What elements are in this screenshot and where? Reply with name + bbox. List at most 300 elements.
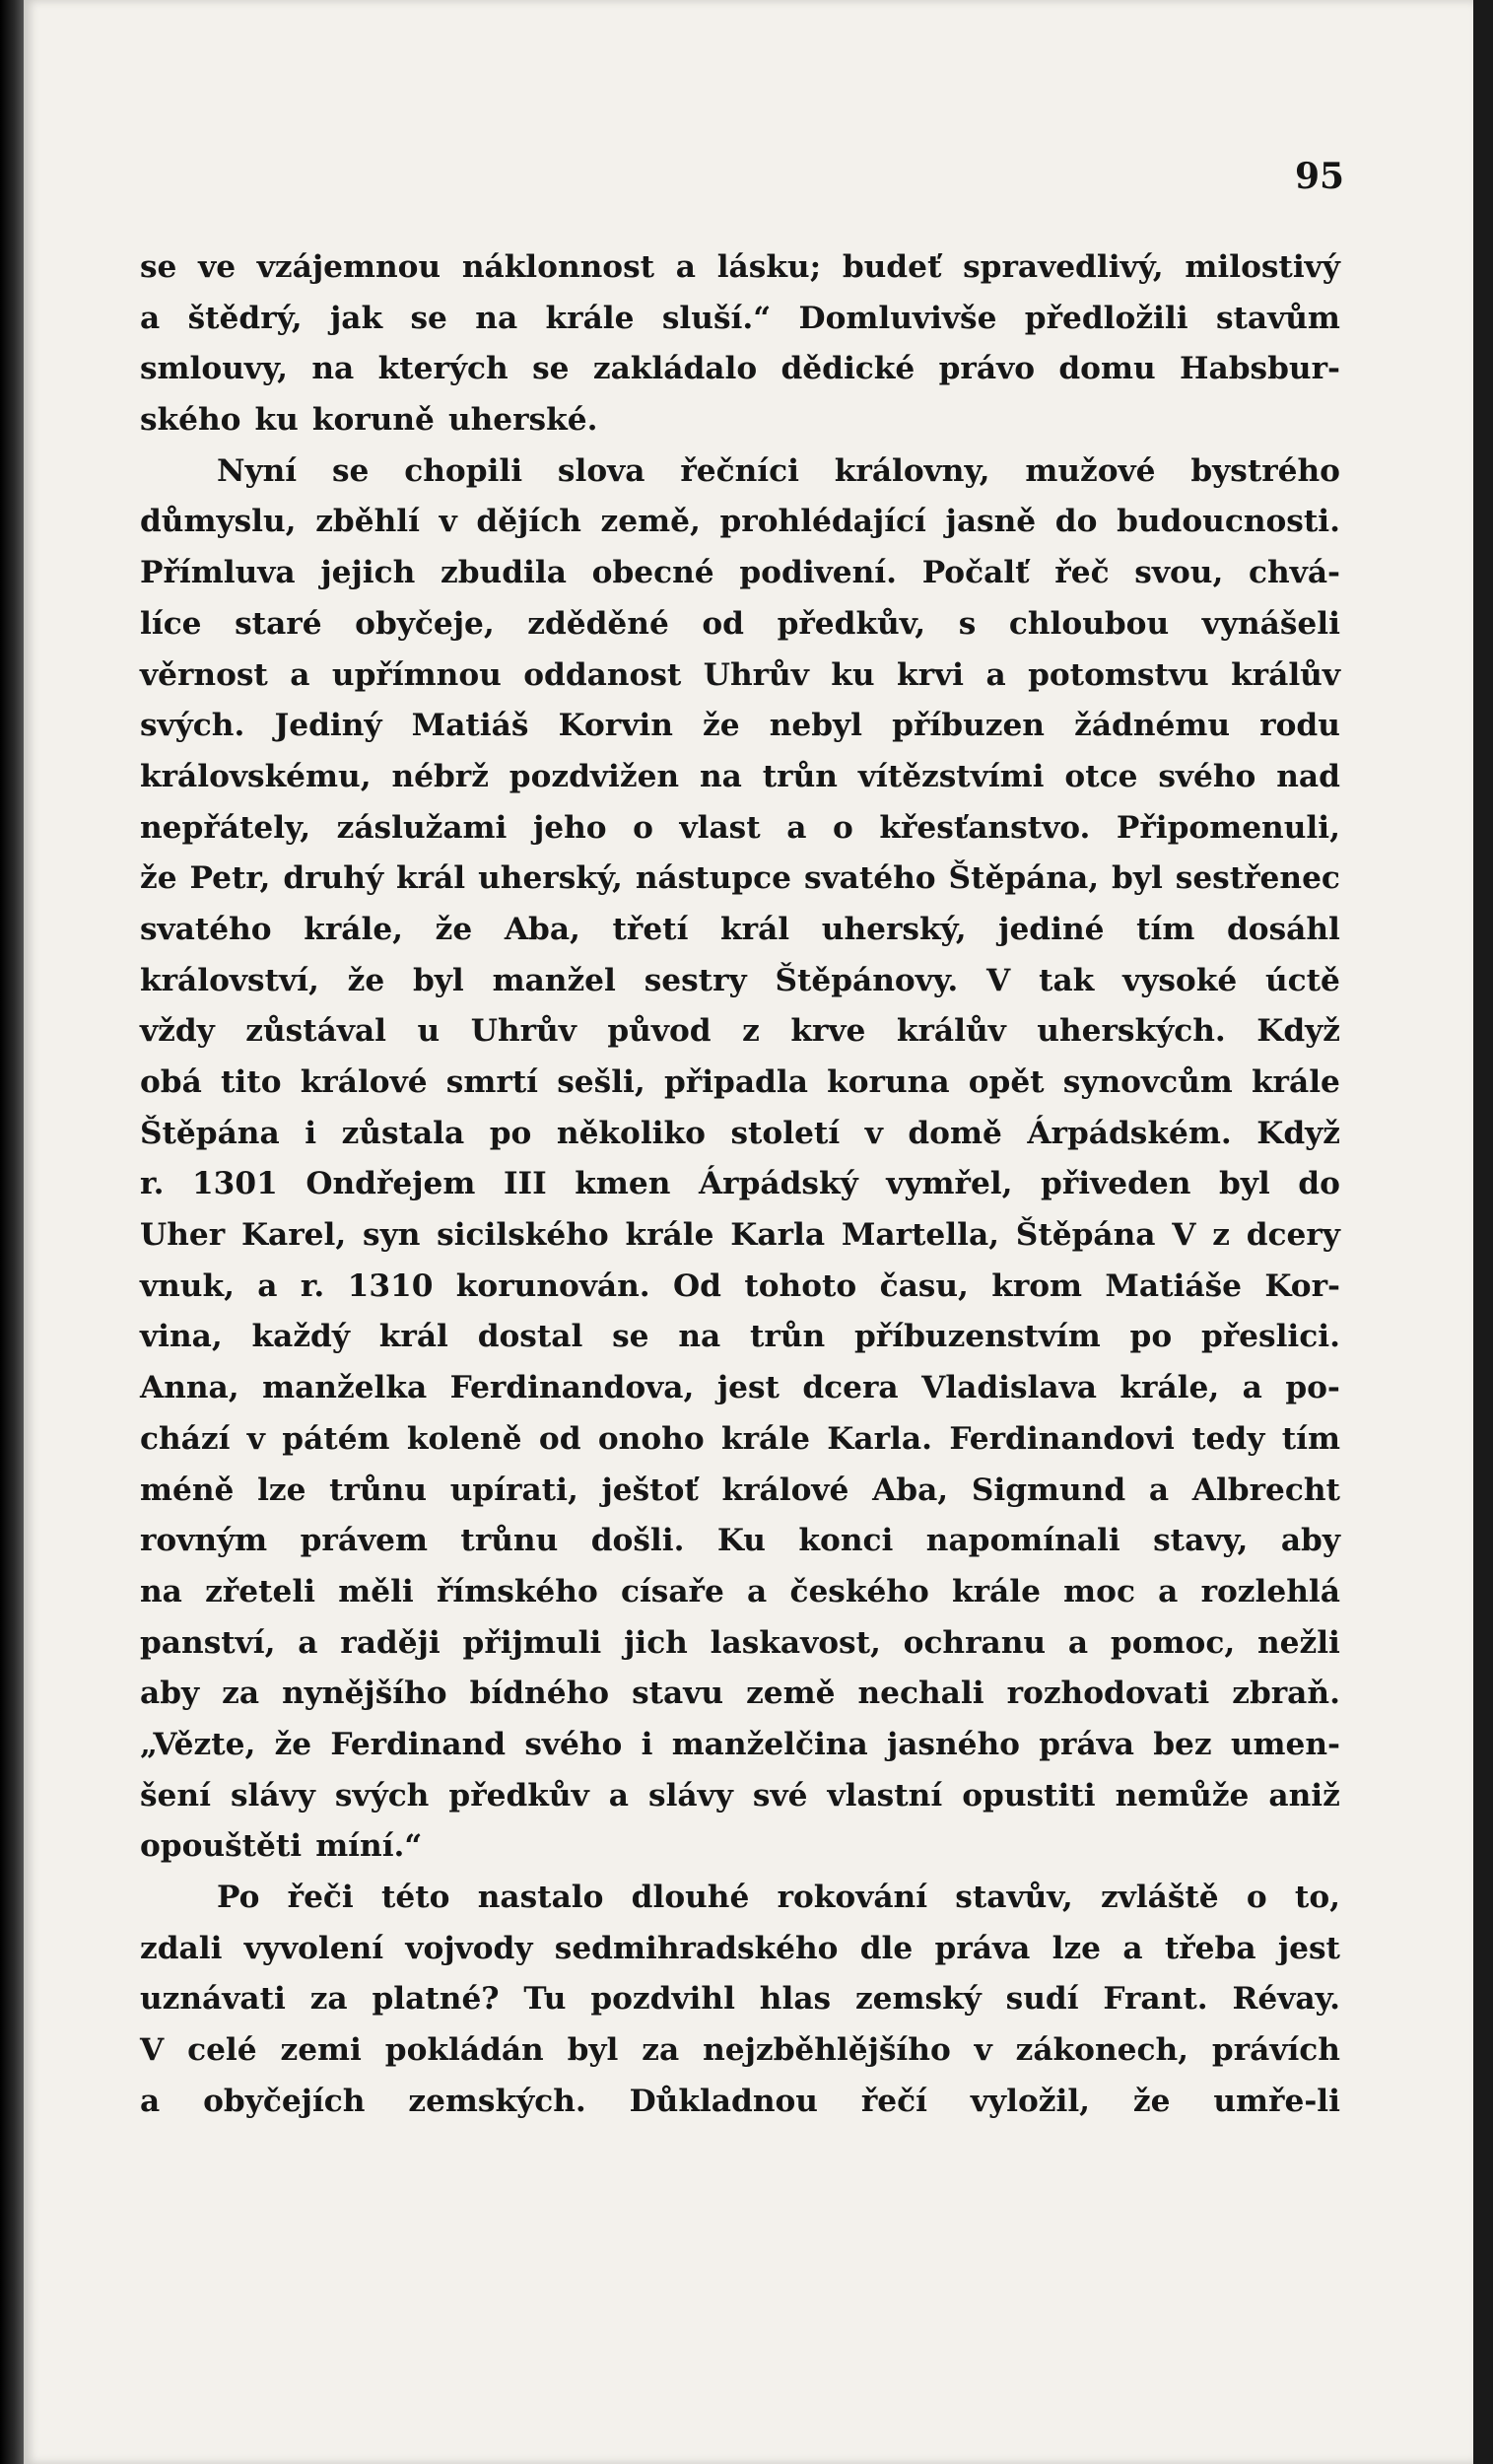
- word: své: [752, 1777, 808, 1814]
- word: a: [1242, 1370, 1262, 1406]
- word: stavy,: [1153, 1523, 1249, 1559]
- word: století: [730, 1115, 841, 1151]
- text-line: [140, 1363, 1340, 1414]
- word: o: [1246, 1880, 1267, 1915]
- word: králové: [300, 1064, 428, 1100]
- word: jasně: [945, 504, 1037, 540]
- word: aby: [140, 1676, 200, 1712]
- word: trůn: [762, 758, 838, 794]
- word: každý: [251, 1319, 350, 1355]
- word: trůnu: [460, 1523, 559, 1559]
- word: jak: [330, 300, 383, 336]
- word: umře-li: [1213, 2083, 1340, 2119]
- word: nastalo: [477, 1880, 604, 1915]
- word: rozlehlá: [1200, 1573, 1340, 1609]
- word: že: [140, 860, 177, 897]
- text-line: [140, 1109, 1340, 1160]
- word: z: [1212, 1217, 1230, 1254]
- word: z: [742, 1013, 760, 1050]
- word: vnuk,: [140, 1267, 235, 1304]
- text-line: [140, 854, 1340, 905]
- word: svatého: [803, 860, 936, 897]
- word: jejich: [320, 555, 416, 591]
- word: jediné: [998, 911, 1105, 947]
- word: obá: [140, 1064, 202, 1100]
- word: pátém: [282, 1420, 390, 1457]
- word: nynějšího: [282, 1676, 447, 1712]
- word: vždy: [140, 1013, 215, 1050]
- word: V: [986, 962, 1011, 998]
- word: že: [1132, 2083, 1171, 2119]
- word: bídného: [469, 1676, 610, 1712]
- word: Počalť: [921, 555, 1030, 591]
- word: korunován.: [455, 1267, 650, 1304]
- word: nebyl: [769, 708, 863, 744]
- word: napomínali: [925, 1523, 1120, 1559]
- word: byl: [567, 2032, 619, 2069]
- word: vymřel,: [886, 1166, 1013, 1202]
- word: nežli: [1256, 1624, 1340, 1661]
- word: zbraň.: [1232, 1676, 1340, 1712]
- word: upřímnou: [331, 656, 502, 693]
- word: Ferdinand: [330, 1726, 507, 1762]
- word: jeho: [532, 809, 607, 846]
- word: předkův,: [777, 605, 926, 642]
- text-line: [140, 1618, 1340, 1670]
- word: vyvolení: [243, 1930, 384, 1966]
- word: náklonnost: [461, 249, 655, 285]
- word: Aba,: [504, 911, 580, 947]
- word: ského: [140, 402, 241, 439]
- word: slova: [557, 452, 645, 489]
- word: upírati,: [449, 1472, 578, 1508]
- word: Korvin: [558, 708, 673, 744]
- word: král: [378, 1319, 448, 1355]
- text-line: [140, 446, 1340, 498]
- word: aniž: [1268, 1777, 1340, 1814]
- word: otce: [1064, 758, 1138, 794]
- word: Nyní: [217, 452, 298, 489]
- word: a: [1067, 1624, 1089, 1661]
- word: země: [746, 1676, 836, 1712]
- word: příbuzen: [892, 708, 1045, 744]
- word: třetí: [612, 911, 689, 947]
- text-line: [140, 548, 1340, 599]
- word: dle: [859, 1930, 914, 1966]
- word: dědické: [780, 351, 916, 387]
- word: Ferdinandovi: [949, 1420, 1175, 1457]
- word: a: [140, 300, 161, 336]
- word: království,: [140, 962, 319, 998]
- word: trůnu: [329, 1472, 428, 1508]
- word: zbudila: [441, 555, 567, 591]
- word: sedmihradského: [554, 1930, 839, 1966]
- word: stavu: [632, 1676, 724, 1712]
- word: opustiti: [962, 1777, 1096, 1814]
- text-line: [140, 1006, 1340, 1058]
- word: zemi: [280, 2032, 362, 2069]
- word: trůn: [750, 1319, 826, 1355]
- word: několiko: [556, 1115, 706, 1151]
- text-line: [140, 242, 1340, 294]
- word: příbuzenstvím: [854, 1319, 1101, 1355]
- word: konci: [798, 1523, 894, 1559]
- word: na: [311, 351, 355, 387]
- word: na: [140, 1573, 182, 1609]
- word: zřeteli: [205, 1573, 316, 1609]
- word: se: [332, 452, 370, 489]
- word: právích: [1211, 2032, 1340, 2069]
- word: římského: [436, 1573, 598, 1609]
- word: líce: [140, 605, 202, 642]
- word: sešli,: [557, 1064, 645, 1100]
- word: král: [396, 860, 466, 897]
- word: právem: [300, 1523, 428, 1559]
- word: Uher: [140, 1217, 226, 1254]
- word: že: [274, 1726, 312, 1762]
- word: králův: [896, 1013, 1006, 1050]
- word: zvláště: [1100, 1880, 1219, 1915]
- word: budeť: [842, 249, 942, 285]
- word: a: [608, 1777, 629, 1814]
- word: manželka: [262, 1370, 428, 1406]
- word: nástupce: [635, 860, 792, 897]
- word: Vladislava: [921, 1370, 1097, 1406]
- word: sicilského: [437, 1217, 609, 1254]
- word: Árpádský: [698, 1166, 858, 1202]
- text-line: [140, 1974, 1340, 2025]
- word: krve: [790, 1013, 866, 1050]
- word: krále,: [1120, 1370, 1220, 1406]
- word: kmen: [575, 1166, 671, 1202]
- word: přiveden: [1041, 1166, 1191, 1202]
- word: krále: [1251, 1064, 1340, 1100]
- text-line: [140, 395, 1340, 446]
- word: král: [720, 911, 790, 947]
- word: rodu: [1259, 708, 1340, 744]
- word: zemských.: [408, 2083, 586, 2119]
- word: přijmuli: [462, 1624, 602, 1661]
- word: krom: [991, 1267, 1083, 1304]
- word: záslužami: [336, 809, 508, 846]
- word: V: [1172, 1217, 1196, 1254]
- word: opět: [968, 1064, 1045, 1100]
- text-line: [140, 1466, 1340, 1517]
- word: chloubou: [1008, 605, 1170, 642]
- word: smrtí: [445, 1064, 539, 1100]
- word: stavův,: [955, 1880, 1073, 1915]
- word: Ku: [716, 1523, 766, 1559]
- word: nechali: [857, 1676, 984, 1712]
- word: krále: [720, 1420, 810, 1457]
- word: uherské.: [447, 402, 598, 439]
- word: této: [381, 1880, 450, 1915]
- word: Kor-: [1264, 1267, 1340, 1304]
- word: Připomenuli,: [1116, 809, 1340, 846]
- word: Když: [1256, 1115, 1340, 1151]
- text-line: [140, 1312, 1340, 1363]
- word: a: [1158, 1573, 1179, 1609]
- word: domu: [1058, 351, 1156, 387]
- word: pomoc,: [1110, 1624, 1236, 1661]
- word: dcera: [802, 1370, 899, 1406]
- word: na: [699, 758, 742, 794]
- word: Sigmund: [971, 1472, 1126, 1508]
- word: Martella,: [841, 1217, 1000, 1254]
- word: Aba,: [872, 1472, 949, 1508]
- word: Tu: [523, 1981, 567, 2018]
- word: krále: [952, 1573, 1041, 1609]
- word: sestry: [644, 962, 747, 998]
- word: a: [290, 656, 310, 693]
- word: že: [435, 911, 473, 947]
- word: po: [489, 1115, 532, 1151]
- word: řeči: [287, 1880, 354, 1915]
- page-number: 95: [1295, 156, 1345, 197]
- word: pozdvižen: [509, 758, 680, 794]
- word: od: [538, 1420, 581, 1457]
- word: zdali: [140, 1930, 223, 1966]
- word: Frant.: [1103, 1981, 1208, 2018]
- word: se: [410, 300, 447, 336]
- word: a: [747, 1573, 768, 1609]
- word: císaře: [620, 1573, 724, 1609]
- text-line: [140, 1414, 1340, 1466]
- text-line: [140, 1210, 1340, 1262]
- word: dlouhé: [631, 1880, 750, 1915]
- word: méně: [140, 1472, 235, 1508]
- word: Důkladnou: [629, 2083, 818, 2119]
- word: Matiáš: [411, 708, 529, 744]
- word: III: [503, 1166, 547, 1202]
- word: a: [1122, 1930, 1143, 1966]
- word: milostivý: [1185, 249, 1340, 285]
- text-line: [140, 2077, 1340, 2128]
- word: obyčeje,: [355, 605, 495, 642]
- word: že: [703, 708, 740, 744]
- word: Karla.: [827, 1420, 932, 1457]
- word: Po: [217, 1880, 260, 1915]
- word: V: [140, 2032, 165, 2069]
- text-line: [140, 1058, 1340, 1109]
- word: byl: [1218, 1166, 1270, 1202]
- word: o: [633, 809, 653, 846]
- word: lze: [257, 1472, 306, 1508]
- word: třeba: [1164, 1930, 1256, 1966]
- book-page: [24, 0, 1473, 2464]
- word: Petr,: [189, 860, 271, 897]
- word: královskému,: [140, 758, 372, 794]
- word: domě: [908, 1115, 1002, 1151]
- word: Štěpána: [140, 1115, 280, 1151]
- word: se: [140, 249, 177, 285]
- word: zůstala: [341, 1115, 465, 1151]
- text-line: [140, 701, 1340, 752]
- word: Matiáše: [1105, 1267, 1242, 1304]
- word: krále: [545, 300, 635, 336]
- word: předkův: [448, 1777, 589, 1814]
- word: prohlédající: [719, 504, 926, 540]
- word: vina,: [140, 1319, 223, 1355]
- word: a: [140, 2083, 161, 2119]
- word: chopili: [404, 452, 523, 489]
- text-line: [140, 650, 1340, 702]
- word: žádnému: [1074, 708, 1231, 744]
- word: Když: [1256, 1013, 1340, 1050]
- word: zděděné: [527, 605, 669, 642]
- text-line: [140, 497, 1340, 548]
- word: krále,: [304, 911, 404, 947]
- word: laskavost,: [710, 1624, 881, 1661]
- word: vysoké: [1122, 962, 1238, 998]
- word: a: [1148, 1472, 1170, 1508]
- word: řeč: [1054, 555, 1110, 591]
- word: za: [642, 2032, 680, 2069]
- word: a: [985, 656, 1006, 693]
- word: štědrý,: [187, 300, 303, 336]
- word: nad: [1276, 758, 1340, 794]
- word: královny,: [834, 452, 990, 489]
- word: dosáhl: [1226, 911, 1340, 947]
- word: právo: [938, 351, 1035, 387]
- word: připadla: [663, 1064, 808, 1100]
- word: svých: [334, 1777, 430, 1814]
- text-line: [140, 1821, 1340, 1873]
- word: panství,: [140, 1624, 276, 1661]
- word: měli: [338, 1573, 414, 1609]
- word: Jediný: [274, 708, 382, 744]
- word: a: [786, 809, 807, 846]
- word: kterých: [377, 351, 509, 387]
- word: hlas: [759, 1981, 832, 2018]
- word: ještoť: [601, 1472, 699, 1508]
- word: manžel: [492, 962, 616, 998]
- word: uherský,: [821, 911, 967, 947]
- word: Albrecht: [1191, 1472, 1340, 1508]
- word: sudí: [1005, 1981, 1079, 2018]
- word: zběhlí: [315, 504, 420, 540]
- text-line: [140, 344, 1340, 395]
- text-line: [140, 2025, 1340, 2077]
- word: tohoto: [744, 1267, 857, 1304]
- text-line: [140, 599, 1340, 650]
- word: i: [641, 1726, 653, 1762]
- word: onoho: [597, 1420, 705, 1457]
- text-line: [140, 905, 1340, 956]
- word: syn: [363, 1217, 421, 1254]
- word: Přímluva: [140, 555, 296, 591]
- word: v: [439, 504, 457, 540]
- text-line: [140, 1669, 1340, 1720]
- word: předložili: [1024, 300, 1188, 336]
- word: na: [475, 300, 518, 336]
- word: ochranu: [903, 1624, 1047, 1661]
- word: se: [532, 351, 570, 387]
- word: králové: [721, 1472, 849, 1508]
- word: vynášeli: [1201, 605, 1340, 642]
- word: přeslici.: [1200, 1319, 1340, 1355]
- word: křesťanstvo.: [879, 809, 1091, 846]
- text-line: [140, 1924, 1340, 1975]
- body-text: [140, 242, 1340, 2127]
- word: obyčejích: [203, 2083, 366, 2119]
- word: tito: [221, 1064, 282, 1100]
- word: nejzběhlějšího: [703, 2032, 951, 2069]
- word: Štěpána: [1015, 1217, 1156, 1254]
- word: za: [222, 1676, 260, 1712]
- word: zakládalo: [592, 351, 758, 387]
- word: došli.: [590, 1523, 685, 1559]
- word: králův: [1231, 656, 1340, 693]
- word: Árpádském.: [1027, 1115, 1232, 1151]
- word: Uhrův: [703, 656, 809, 693]
- text-line: [140, 1262, 1340, 1313]
- text-line: [140, 1771, 1340, 1822]
- word: zemský: [854, 1981, 982, 2018]
- word: původ: [607, 1013, 712, 1050]
- book-spine-shadow: [0, 0, 24, 2464]
- word: raději: [340, 1624, 441, 1661]
- word: Domluvivše: [798, 300, 997, 336]
- word: nébrž: [391, 758, 489, 794]
- word: celé: [187, 2032, 257, 2069]
- word: byl: [413, 962, 464, 998]
- word: Anna,: [140, 1370, 239, 1406]
- word: mužové: [1025, 452, 1156, 489]
- word: budoucnosti.: [1117, 504, 1340, 540]
- word: Štěpánovy.: [775, 962, 959, 998]
- word: potomstvu: [1028, 656, 1209, 693]
- word: věrnost: [140, 656, 268, 693]
- word: opouštěti: [140, 1828, 303, 1865]
- word: vlastní: [827, 1777, 943, 1814]
- word: na: [678, 1319, 721, 1355]
- word: 1301: [191, 1166, 278, 1202]
- text-line: [140, 752, 1340, 803]
- word: spravedlivý,: [963, 249, 1164, 285]
- word: vítězstvími: [857, 758, 1045, 794]
- word: míní.“: [315, 1828, 423, 1865]
- word: ku: [831, 656, 875, 693]
- text-line: [140, 956, 1340, 1007]
- word: vyložil,: [970, 2083, 1091, 2119]
- word: tím: [1136, 911, 1195, 947]
- word: jasného: [886, 1726, 1020, 1762]
- word: Štěpána,: [948, 860, 1100, 897]
- word: „Vězte,: [140, 1726, 256, 1762]
- word: v: [246, 1420, 265, 1457]
- word: umen-: [1230, 1726, 1340, 1762]
- word: obecné: [591, 555, 714, 591]
- text-line: [140, 1720, 1340, 1771]
- word: bystrého: [1190, 452, 1340, 489]
- word: s: [958, 605, 977, 642]
- word: chvá-: [1249, 555, 1340, 591]
- word: smlouvy,: [140, 351, 288, 387]
- word: druhý: [283, 860, 384, 897]
- word: uherských.: [1037, 1013, 1226, 1050]
- word: slávy: [230, 1777, 315, 1814]
- word: úctě: [1264, 962, 1340, 998]
- word: českého: [789, 1573, 929, 1609]
- word: sluší.“: [661, 300, 772, 336]
- word: stavům: [1215, 300, 1340, 336]
- word: a: [257, 1267, 278, 1304]
- word: Karla: [730, 1217, 826, 1254]
- word: do: [1298, 1166, 1340, 1202]
- word: slávy: [648, 1777, 733, 1814]
- word: tím: [1281, 1420, 1340, 1457]
